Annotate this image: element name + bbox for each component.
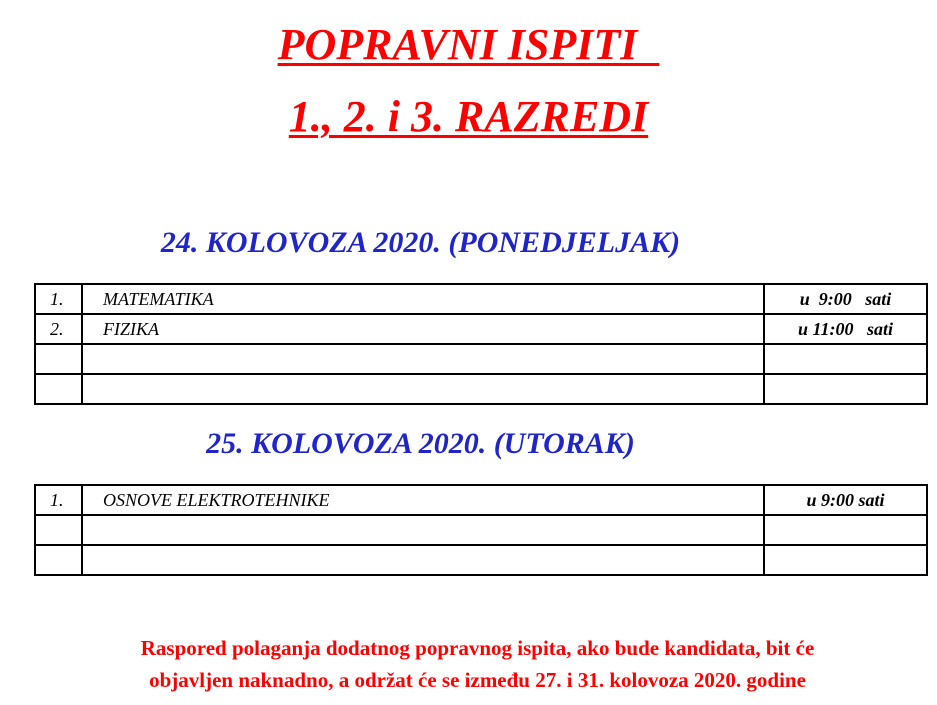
time-cell: u 11:00 sati	[764, 314, 927, 344]
page-title: POPRAVNI ISPITI	[277, 20, 660, 69]
table-row	[35, 344, 927, 374]
subject-cell	[82, 515, 764, 545]
footer-note-line-1: Raspored polaganja dodatnog popravnog ispita, ako bude kandidata, bit će	[140, 636, 815, 660]
time-cell: u 9:00 sati	[764, 284, 927, 314]
time-cell	[764, 374, 927, 404]
subject-cell: MATEMATIKA	[82, 284, 764, 314]
table-row	[35, 515, 927, 545]
subject-cell: FIZIKA	[82, 314, 764, 344]
time-cell	[764, 545, 927, 575]
row-number	[35, 545, 82, 575]
footer-note-line-2: objavljen naknadno, a održat će se između 27. i 31. kolovoza 2020. godine	[149, 668, 806, 692]
row-number	[35, 515, 82, 545]
table-row	[35, 314, 927, 344]
row-number: 1.	[35, 485, 82, 515]
subject-cell	[82, 344, 764, 374]
table-row	[35, 284, 927, 314]
subject-cell	[82, 374, 764, 404]
time-cell: u 9:00 sati	[764, 485, 927, 515]
day-heading-1: 24. KOLOVOZA 2020. (PONEDJELJAK)	[160, 226, 681, 259]
time-cell	[764, 515, 927, 545]
subject-cell: OSNOVE ELEKTROTEHNIKE	[82, 485, 764, 515]
table-row	[35, 545, 927, 575]
row-number	[35, 344, 82, 374]
row-number: 1.	[35, 284, 82, 314]
row-number: 2.	[35, 314, 82, 344]
subject-cell	[82, 545, 764, 575]
table-row	[35, 374, 927, 404]
day-heading-2: 25. KOLOVOZA 2020. (UTORAK)	[206, 427, 635, 460]
schedule-table-day-1	[34, 283, 928, 405]
schedule-table-day-2	[34, 484, 928, 576]
table-row	[35, 485, 927, 515]
time-cell	[764, 344, 927, 374]
page-subtitle: 1., 2. i 3. RAZREDI	[288, 92, 649, 141]
footer-note	[0, 632, 937, 696]
row-number	[35, 374, 82, 404]
